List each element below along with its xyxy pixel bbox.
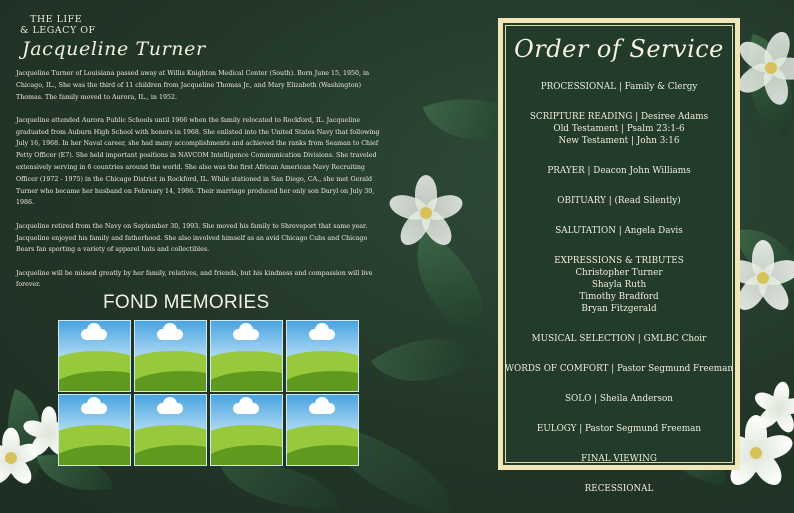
- service-title: Order of Service: [514, 35, 724, 63]
- order-of-service-panel: [498, 18, 740, 494]
- service-item: [503, 453, 735, 465]
- bio-paragraph: Jacqueline Turner of Louisiana passed away at Willis Knighton Medical Center (South). Born June 15, 1950, in Chicago, IL., She was the third of 11 children from Jacqueline Thomas Jr., and Mary Elizabeth (Washington) Thomas. The family moved to Aurora, IL., in 1952.: [16, 70, 370, 101]
- service-item-line: SOLO | Sheila Anderson: [565, 394, 673, 404]
- service-item-line: EXPRESSIONS & TRIBUTES: [554, 256, 684, 266]
- bio-paragraph: Jacqueline attended Aurora Public Schools until 1966 when the family relocated to Rockford, IL. Jacqueline graduated from Auburn High School with honors in 1968. She enlisted into the United States Navy that following July 16, 1968. In her Naval career, she had many accomplishments and achieved the ranks from Seaman to Chief Petty Officer (E7). She held important positions in NAVCOM Intelligence Communication Divisions. She traveled extensively serving in 6 countries around the world. She also was the first African American Navy Recruiting Officer (1972 - 1975) in the Chicago District in Rockford, IL. While stationed in San Diego, CA., she met Gerald Turner who became her husband on February 14, 1986. Their marriage produced her only son Daryl on July 30, 1986.: [16, 116, 380, 207]
- service-item-line: Christopher Turner: [575, 268, 663, 278]
- photo-placeholder[interactable]: [210, 394, 283, 466]
- subtitle-line-1: THE LIFE: [30, 14, 83, 25]
- photo-placeholder[interactable]: [134, 394, 207, 466]
- service-item-line: RECESSIONAL: [584, 484, 654, 494]
- service-item: [503, 111, 735, 147]
- biography: [16, 68, 386, 303]
- service-item-line: Timothy Bradford: [579, 292, 659, 302]
- service-item: [503, 255, 735, 315]
- service-item-line: WORDS OF COMFORT | Pastor Segmund Freeman: [504, 364, 734, 374]
- service-item-line: New Testament | John 3:16: [558, 136, 680, 146]
- subtitle: [20, 14, 96, 36]
- service-item: [503, 225, 735, 237]
- service-item: [503, 483, 735, 495]
- bio-paragraph: Jacqueline will be missed greatly by her family, relatives, and friends, but his kindness and compassion will live forever.: [16, 269, 373, 289]
- service-item-line: Shayla Ruth: [591, 280, 647, 290]
- service-item: [503, 333, 735, 345]
- photo-placeholder[interactable]: [58, 394, 131, 466]
- photo-placeholder[interactable]: [286, 394, 359, 466]
- service-item-line: Bryan Fitzgerald: [581, 304, 657, 314]
- bio-paragraph: Jacqueline retired from the Navy on September 30, 1993. She moved his family to Shreveport that same year. Jacqueline enjoyed his family and fatherhood. She also involved himself as an avid Chicago Cubs and Chicago Bears fan sporting a variety of apparel hats and collectibles.: [16, 222, 368, 254]
- deceased-name: Jacqueline Turner: [22, 38, 206, 60]
- service-list: [503, 81, 735, 513]
- service-item: [503, 363, 735, 375]
- service-item: [503, 195, 735, 207]
- service-item-line: Old Testament | Psalm 23:1-6: [553, 124, 685, 134]
- memories-title: FOND MEMORIES: [103, 292, 270, 313]
- photo-placeholder[interactable]: [210, 320, 283, 392]
- subtitle-line-2: & LEGACY OF: [20, 25, 96, 36]
- leaf-decoration: [389, 230, 511, 341]
- service-item: [503, 81, 735, 93]
- photo-placeholder[interactable]: [286, 320, 359, 392]
- photo-placeholder[interactable]: [58, 320, 131, 392]
- leaf-decoration: [220, 460, 340, 510]
- service-item-line: SCRIPTURE READING | Desiree Adams: [529, 112, 709, 122]
- service-item: [503, 423, 735, 435]
- service-item-line: EULOGY | Pastor Segmund Freeman: [536, 424, 702, 434]
- service-item-line: SALUTATION | Angela Davis: [555, 226, 683, 236]
- service-item: [503, 165, 735, 177]
- service-item-line: PRAYER | Deacon John Williams: [547, 166, 691, 176]
- photo-placeholder[interactable]: [134, 320, 207, 392]
- photo-grid: [58, 320, 358, 466]
- service-item-line: FINAL VIEWING: [581, 454, 657, 464]
- service-item-line: PROCESSIONAL | Family & Clergy: [540, 82, 698, 92]
- service-item-line: MUSICAL SELECTION | GMLBC Choir: [531, 334, 707, 344]
- service-item-line: OBITUARY | (Read Silently): [557, 196, 681, 206]
- service-item: [503, 393, 735, 405]
